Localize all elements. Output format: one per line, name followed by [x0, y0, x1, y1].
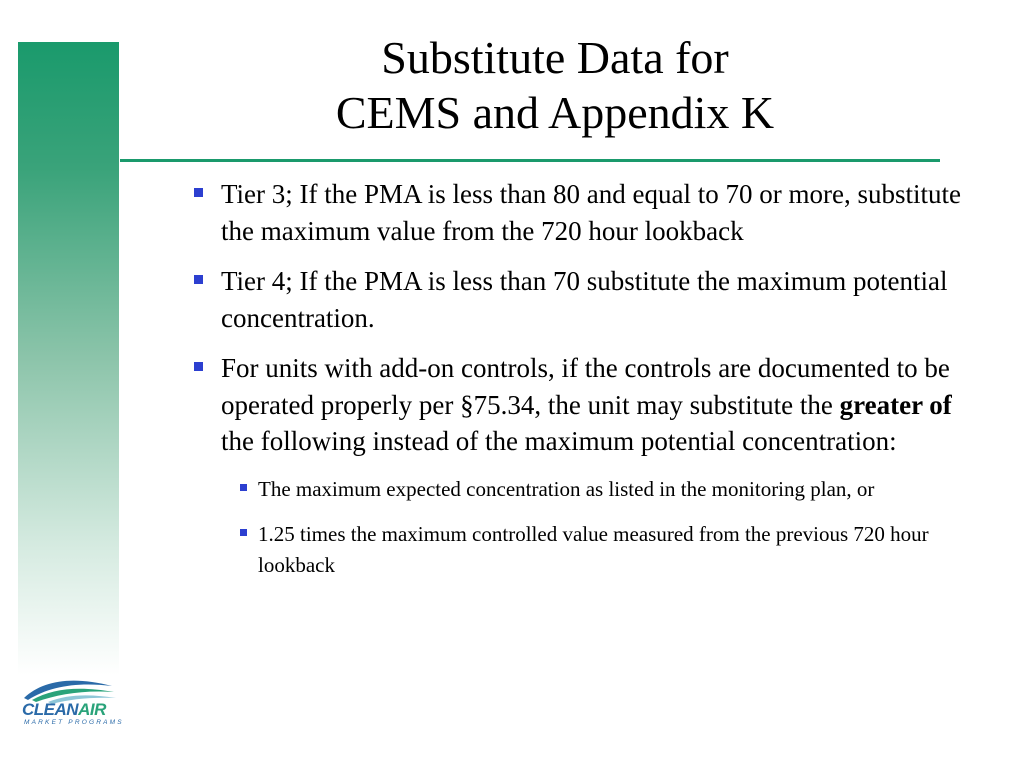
bullet-text-bold: greater of — [839, 389, 952, 420]
logo-air-text: AIR — [78, 700, 106, 719]
logo-clean-text: CLEAN — [22, 700, 79, 719]
square-bullet-icon — [194, 188, 203, 197]
bullet-text: Tier 4; If the PMA is less than 70 substitute the maximum potential concentration. — [221, 266, 948, 333]
slide-content — [188, 176, 988, 595]
square-bullet-icon — [194, 362, 203, 371]
bullet-text-end: the following instead of the maximum potential concentration: — [221, 426, 897, 456]
slide-title — [120, 30, 990, 140]
title-underline — [120, 159, 940, 162]
sub-bullet-text: 1.25 times the maximum controlled value measured from the previous 720 hour lookback — [258, 521, 929, 577]
square-bullet-icon — [194, 275, 203, 284]
title-line-1: Substitute Data for — [381, 32, 729, 83]
logo-wordmark — [22, 700, 106, 720]
bullet-tier-4 — [188, 263, 988, 336]
bullet-text: Tier 3; If the PMA is less than 80 and equal to 70 or more, substitute the maximum value from the 720 hour lookback — [221, 179, 961, 246]
sub-bullet-text: The maximum expected concentration as listed in the monitoring plan, or — [258, 476, 875, 501]
bullet-text-start: For units with add-on controls, if the controls are documented to be operated properly per §75.34, the unit may substitute the — [221, 353, 950, 420]
square-bullet-icon — [240, 529, 247, 536]
title-line-2: CEMS and Appendix K — [335, 87, 775, 138]
logo-subtitle: MARKET PROGRAMS — [24, 719, 124, 726]
clean-air-markets-logo — [18, 672, 124, 732]
sub-bullet-controlled-value — [234, 519, 988, 581]
square-bullet-icon — [240, 484, 247, 491]
side-gradient-bar — [18, 42, 119, 675]
bullet-add-on-controls — [188, 350, 988, 460]
bullet-tier-3 — [188, 176, 988, 249]
sub-bullet-max-expected — [234, 474, 988, 505]
